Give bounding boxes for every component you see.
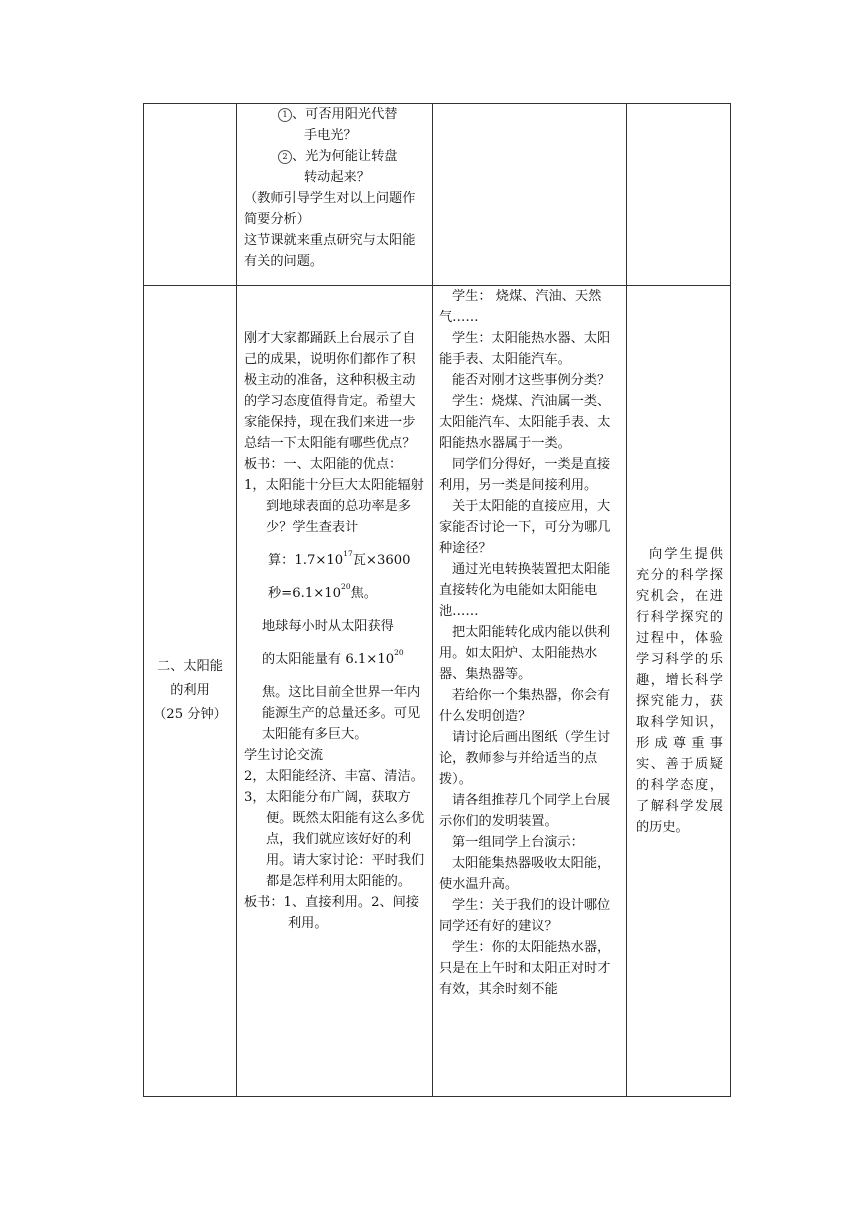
question-1-continued: 手电光？ (304, 128, 357, 143)
student-activity-paragraph: 能否对刚才这些事例分类？ (452, 373, 611, 388)
student-activity-paragraph: 请各组推荐几个同学上台展示你们的发明装置。 (439, 793, 611, 829)
stage-cell (144, 104, 237, 286)
student-activity-paragraph: 关于太阳能的直接应用，大家能否讨论一下，可分为哪几种途径？ (439, 499, 611, 556)
board-usage: 板书：1、直接利用。2、间接利用。 (244, 895, 420, 931)
teacher-activity-cell (237, 104, 433, 286)
design-intent-text: 向学生提供充分的科学探究机会，在进行科学探究的过程中，体验学习科学的乐趣，增长科学探究能力，获取科学知识，形成尊重事实、善于质疑的科学态度，了解科学发展的历史。 (636, 547, 723, 835)
hourly-energy-value: 的太阳能量有 $6.1\times 10^{20}$ (262, 648, 404, 667)
student-activity-paragraph: 学生：关于我们的设计哪位同学还有好的建议？ (439, 898, 611, 934)
advantage-1: 1，太阳能十分巨大太阳能辐射到地球表面的总功率是多少？学生查表计 (244, 478, 424, 535)
student-activity-paragraph: 把太阳能转化成内能以供利用。如太阳炉、太阳能热水器、集热器等。 (439, 625, 611, 682)
question-2: 2 、光为何能让转盘 (244, 146, 427, 167)
advantage-3: 3，太阳能分布广阔，获取方便。既然太阳能有这么多优点，我们就应该好好的利用。请大家讨论：平时我们都是怎样利用太阳能的。 (244, 790, 425, 889)
lesson-plan-table (143, 103, 731, 1097)
student-activity-paragraph: 请讨论后画出图纸（学生讨论，教师参与并给适当的点拨）。 (439, 730, 611, 787)
design-intent-cell (627, 286, 731, 1097)
student-activity-cell (433, 286, 627, 1097)
stage-cell (144, 286, 237, 1097)
circled-number: 2 (278, 150, 292, 164)
stage-time: （25 分钟） (153, 707, 227, 722)
design-intent-cell (627, 104, 731, 286)
question-1: 1 、可否用阳光代替 (244, 104, 427, 125)
question-2-continued: 转动起来？ (304, 170, 370, 185)
stage-title-continued: 的利用 (170, 683, 210, 698)
circled-number: 1 (278, 108, 292, 122)
intro-paragraph: 刚才大家都踊跃上台展示了自己的成果，说明你们都作了积极主动的准备，这种积极主动的学习态度值得肯定。希望大家能保持，现在我们来进一步总结一下太阳能有哪些优点？ (244, 331, 416, 451)
hourly-energy: 地球每小时从太阳获得 (262, 619, 394, 634)
student-activity-paragraph: 通过光电转换装置把太阳能直接转化为电能如太阳能电池…… (439, 562, 611, 619)
calculation-line: 算：$1.7\times 10^{17}$瓦×3600 (268, 549, 411, 568)
stage-title: 二、太阳能 (157, 659, 223, 674)
teacher-activity-cell (237, 286, 433, 1097)
student-activity-paragraph: 学生：你的太阳能热水器，只是在上午时和太阳正对时才有效，其余时刻不能 (439, 940, 611, 997)
student-activity-paragraph: 第一组同学上台演示： (452, 835, 584, 850)
board-heading: 板书：一、太阳能的优点： (244, 457, 403, 472)
student-activity-paragraph: 学生：烧煤、汽油属一类、太阳能汽车、太阳能手表、太阳能热水器属于一类。 (439, 394, 611, 451)
student-activity-paragraph: 太阳能集热器吸收太阳能，使水温升高。 (439, 856, 611, 892)
student-activity-paragraph: 同学们分得好，一类是直接利用，另一类是间接利用。 (439, 457, 611, 493)
teacher-note: （教师引导学生对以上问题作简要分析） (244, 191, 416, 227)
hourly-energy-comparison: 焦。这比目前全世界一年内能源生产的总量还多。可见太阳能有多巨大。 (262, 685, 421, 742)
lesson-focus: 这节课就来重点研究与太阳能有关的问题。 (244, 233, 416, 269)
student-activity-paragraph: 若给你一个集热器，你会有什么发明创造？ (439, 688, 611, 724)
calculation-result: 秒$=6.1\times 10^{20}$焦。 (268, 582, 377, 601)
student-activity-cell (433, 104, 627, 286)
student-activity-paragraph: 学生： 烧煤、汽油、天然气…… (439, 289, 602, 325)
advantage-2: 2，太阳能经济、丰富、清洁。 (244, 769, 424, 784)
student-activity-paragraph: 学生：太阳能热水器、太阳能手表、太阳能汽车。 (439, 331, 611, 367)
discussion-label: 学生讨论交流 (244, 748, 324, 763)
table-row (144, 104, 731, 286)
table-row (144, 286, 731, 1097)
